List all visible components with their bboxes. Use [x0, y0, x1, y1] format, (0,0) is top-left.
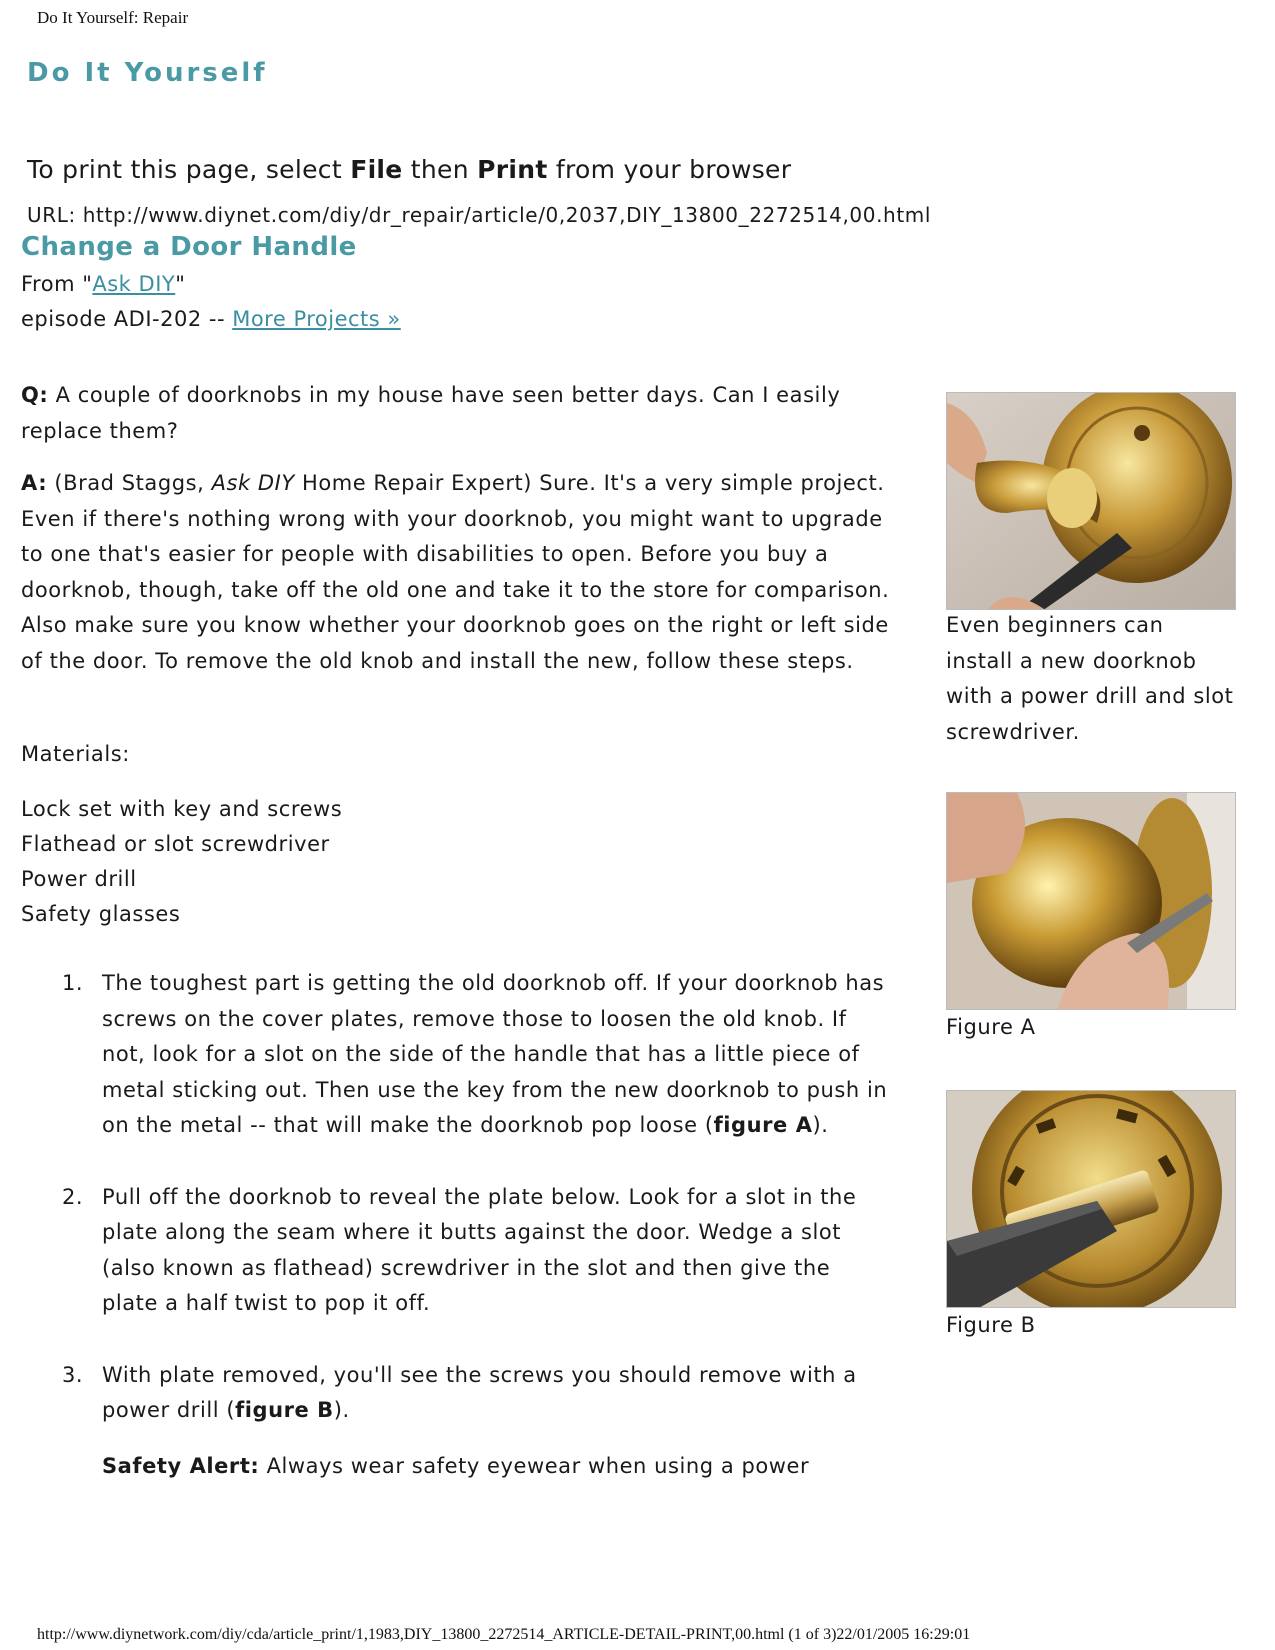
print-instruction-middle: then [402, 155, 478, 184]
print-instruction-suffix: from your browser [547, 155, 792, 184]
material-item: Lock set with key and screws [21, 797, 343, 821]
from-prefix: From " [21, 272, 93, 296]
ask-diy-link[interactable]: Ask DIY [92, 272, 176, 296]
question-text: A couple of doorknobs in my house have seen better days. Can I easily replace them? [21, 383, 841, 443]
materials-list [21, 792, 901, 932]
answer-label: A: [21, 471, 48, 495]
print-instruction-prefix: To print this page, select [27, 155, 351, 184]
print-footer: http://www.diynetwork.com/diy/cda/article_print/1,1983,DIY_13800_2272514_ARTICLE-DETAIL-PRINT,00.html (1 of 3)22/01/2005 16:29:01 [37, 1626, 971, 1643]
episode-prefix: episode ADI-202 -- [21, 307, 233, 331]
safety-alert-label: Safety Alert: [102, 1453, 260, 1478]
safety-alert-text: Always wear safety eyewear when using a power [259, 1453, 810, 1478]
figure-b-photo [946, 1090, 1236, 1308]
step-number: 3. [62, 1362, 84, 1387]
print-instruction-file: File [350, 155, 403, 184]
step-number: 1. [62, 971, 84, 995]
materials-heading: Materials: [21, 742, 130, 766]
step-item [62, 1180, 892, 1322]
answer-paragraph [21, 466, 901, 679]
answer-show-name: Ask DIY [211, 471, 295, 495]
question-label: Q: [21, 383, 49, 407]
step-item [62, 966, 892, 1144]
from-suffix: " [175, 272, 186, 296]
article-url: URL: http://www.diynet.com/diy/dr_repair/article/0,2037,DIY_13800_2272514,00.html [27, 203, 931, 227]
answer-text: Home Repair Expert) Sure. It's a very simple project. Even if there's nothing wrong with your doorknob, you might want to upgrade to one that's easier for people with disabilities to open. Before you buy a doorknob, though, take off the old one and take it to the store for comparison. Also make sure you know whether your doorknob goes on the right or left side of the door. To remove the old knob and install the new, follow these steps. [21, 471, 890, 673]
figure-b-ref: figure B [235, 1398, 334, 1422]
figure-a-ref: figure A [713, 1113, 813, 1137]
from-line [21, 272, 185, 296]
step-text: Pull off the doorknob to reveal the plate below. Look for a slot in the plate along the seam where it butts against the door. Wedge a slot (also known as flathead) screwdriver in the slot and then give the plate a half twist to pop it off. [102, 1184, 857, 1315]
step-number: 2. [62, 1184, 84, 1209]
question-paragraph [21, 378, 901, 449]
step-item [62, 1358, 892, 1485]
material-item: Flathead or slot screwdriver [21, 832, 330, 856]
print-header: Do It Yourself: Repair [37, 8, 189, 27]
answer-pre: (Brad Staggs, [47, 471, 212, 495]
steps-list [62, 966, 892, 1520]
print-instruction-print: Print [477, 155, 548, 184]
photo-caption-main: Even beginners can install a new doorknob with a power drill and slot screwdriver. [946, 613, 1234, 744]
figure-b-caption: Figure B [946, 1313, 1036, 1337]
site-brand: Do It Yourself [27, 58, 268, 88]
step-text: With plate removed, you'll see the screws you should remove with a power drill (figure B). Safety Alert: Always wear safety eyewear when using a power [102, 1358, 892, 1485]
figure-a-caption: Figure A [946, 1015, 1036, 1039]
episode-line [21, 307, 401, 331]
safety-alert [102, 1449, 892, 1485]
step-text: The toughest part is getting the old doorknob off. If your doorknob has screws on the cover plates, remove those to loosen the old knob. If not, look for a slot on the side of the handle that has a little piece of metal sticking out. Then use the key from the new doorknob to push in on the metal -- that will make the doorknob pop loose (figure A). [102, 971, 888, 1137]
more-projects-link[interactable]: More Projects » [232, 307, 401, 331]
doorknob-lever-photo [946, 392, 1236, 610]
material-item: Power drill [21, 867, 137, 891]
article-title: Change a Door Handle [21, 232, 357, 262]
print-instruction [27, 155, 791, 184]
figure-a-photo [946, 792, 1236, 1010]
material-item: Safety glasses [21, 902, 181, 926]
